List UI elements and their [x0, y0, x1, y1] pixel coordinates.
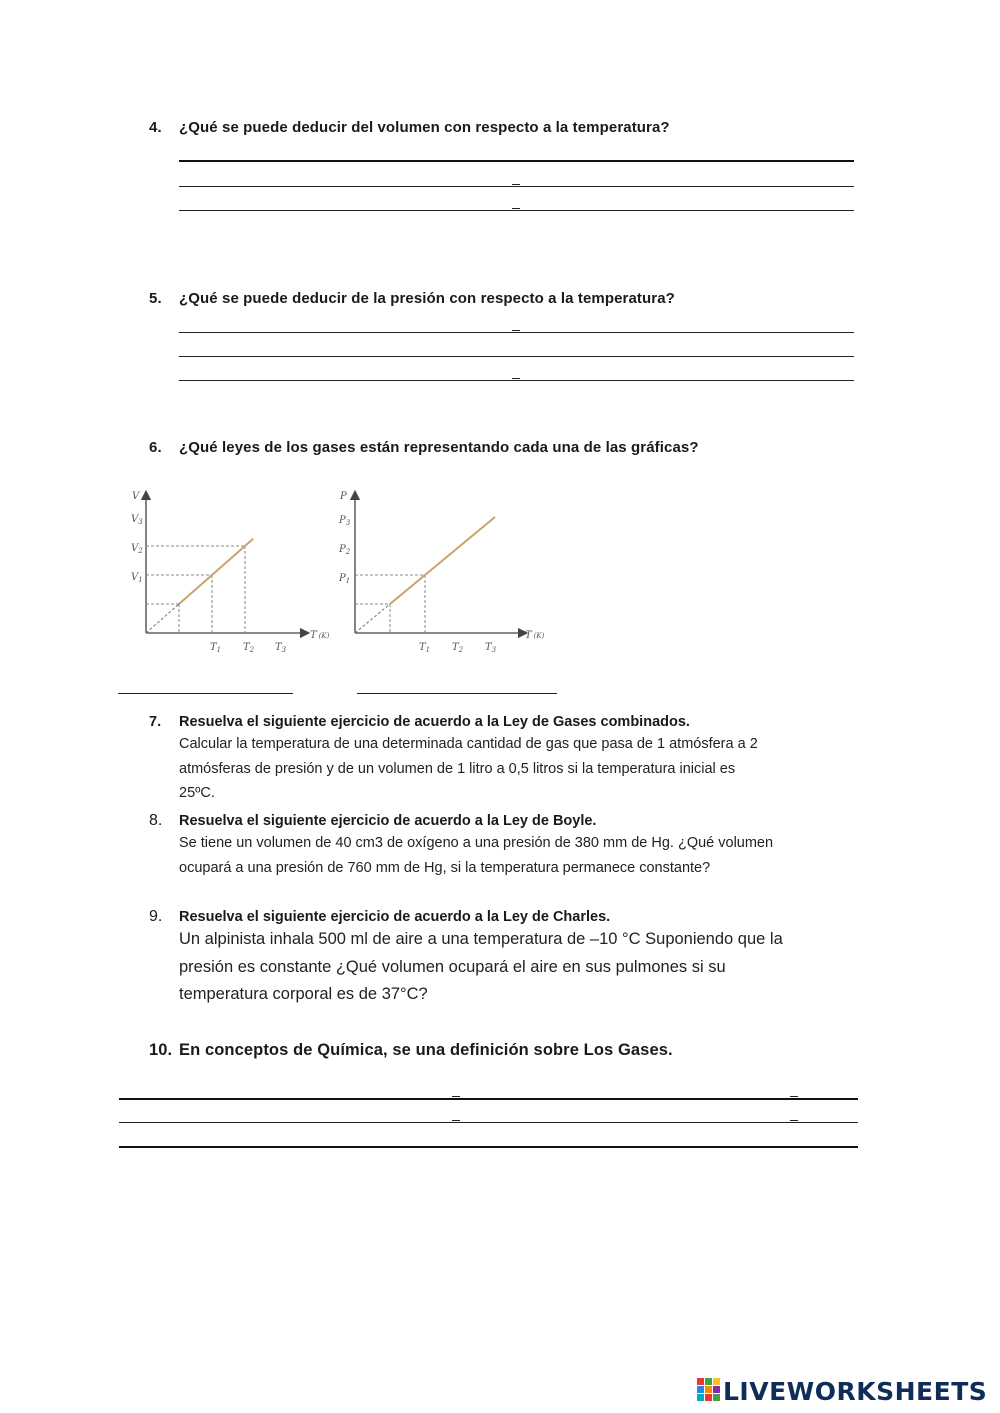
line-tick [512, 184, 520, 185]
y-tick-p2-sub: 2 [345, 548, 351, 556]
data-line [390, 517, 495, 604]
svg-text:T2 [452, 642, 464, 654]
answer-line-chart-1[interactable] [118, 693, 293, 694]
x-tick-t3: T [485, 642, 492, 653]
answer-line-4-3[interactable] [179, 210, 854, 211]
question-8-line-1: Se tiene un volumen de 40 cm3 de oxígeno a una presión de 380 mm de Hg. ¿Qué volumen [179, 835, 774, 851]
y-tick-p3-sub: 3 [345, 519, 351, 527]
svg-text:T3 [275, 642, 287, 654]
question-10-text: En conceptos de Química, se una definición sobre Los Gases. [179, 1041, 673, 1059]
question-4-number: 4. [149, 119, 162, 136]
question-9-line-3: temperatura corporal es de 37°C? [179, 985, 428, 1003]
x-axis-label: T [310, 630, 317, 641]
svg-text:V3 [131, 514, 143, 526]
question-9 [149, 908, 869, 1009]
line-tick [790, 1096, 798, 1097]
logo-blocks-icon [697, 1378, 721, 1406]
y-tick-v1: V [131, 572, 139, 583]
svg-text:V1 [131, 572, 143, 584]
answer-line-10-1[interactable] [119, 1098, 858, 1100]
question-5-number: 5. [149, 290, 162, 307]
svg-text:T(K) [525, 630, 545, 641]
question-5 [149, 290, 675, 307]
x-tick-t3: T [275, 642, 282, 653]
question-5-text: ¿Qué se puede deducir de la presión con respecto a la temperatura? [179, 290, 675, 307]
question-10-number: 10. [149, 1041, 173, 1059]
y-tick-v2: V [131, 543, 139, 554]
question-7-line-2: atmósferas de presión y de un volumen de 1 litro a 0,5 litros si la temperatura inicial es [179, 760, 736, 777]
y-tick-p2: P [339, 544, 346, 555]
line-tick [790, 1120, 798, 1121]
svg-text:V2 [131, 543, 143, 555]
answer-line-4-1[interactable] [179, 160, 854, 162]
x-axis-unit: (K) [318, 632, 330, 640]
series-line [146, 539, 253, 633]
x-tick-t2-sub: 2 [249, 646, 255, 654]
question-6 [149, 439, 699, 456]
y-tick-p3: P [339, 515, 346, 526]
extrapolation-line [146, 604, 179, 633]
answer-line-10-3[interactable] [119, 1146, 858, 1148]
x-tick-t3-sub: 3 [491, 646, 497, 654]
x-tick-t1: T [210, 642, 217, 653]
question-9-line-1: Un alpinista inhala 500 ml de aire a una temperatura de –10 °C Suponiendo que la [179, 930, 783, 948]
y-tick-v2-sub: 2 [138, 547, 143, 555]
question-7-line-3: 25ºC. [179, 785, 215, 801]
svg-text:T(K) [310, 630, 330, 641]
question-7-title: Resuelva el siguiente ejercicio de acuerdo a la Ley de Gases combinados. [179, 714, 690, 730]
line-tick [512, 208, 520, 209]
x-tick-t2-sub: 2 [458, 646, 464, 654]
x-axis-label: T [525, 630, 532, 641]
svg-text:T1 [419, 642, 430, 654]
answer-line-5-3[interactable] [179, 380, 854, 381]
svg-text:P3 [338, 515, 351, 527]
y-tick-v3: V [131, 514, 139, 525]
liveworksheets-logo [697, 1377, 987, 1406]
question-4-text: ¿Qué se puede deducir del volumen con respecto a la temperatura? [179, 119, 670, 136]
question-7 [149, 714, 869, 806]
y-axis-label: V [132, 491, 140, 502]
chart-pressure-temperature [335, 485, 550, 660]
x-tick-t1-sub: 1 [425, 646, 431, 654]
svg-text:P1 [338, 573, 350, 585]
y-tick-p1: P [339, 573, 346, 584]
line-tick [512, 378, 520, 379]
answer-line-10-2[interactable] [119, 1122, 858, 1123]
answer-line-4-2[interactable] [179, 186, 854, 187]
logo-text: LIVEWORKSHEETS [723, 1377, 988, 1406]
question-7-line-1: Calcular la temperatura de una determinada cantidad de gas que pasa de 1 atmósfera a 2 [179, 736, 758, 752]
line-tick [452, 1096, 460, 1097]
svg-text:T3 [485, 642, 497, 654]
extrapolation-line [355, 604, 390, 633]
y-tick-p1-sub: 1 [345, 577, 351, 585]
line-tick [512, 330, 520, 331]
question-8-number: 8. [149, 812, 163, 829]
chart-volume-temperature [125, 485, 335, 660]
question-8-line-2: ocupará a una presión de 760 mm de Hg, si la temperatura permanece constante? [179, 859, 711, 876]
line-tick [452, 1120, 460, 1121]
x-tick-t1-sub: 1 [216, 646, 222, 654]
question-6-text: ¿Qué leyes de los gases están representando cada una de las gráficas? [179, 439, 699, 456]
question-8-title: Resuelva el siguiente ejercicio de acuerdo a la Ley de Boyle. [179, 813, 597, 829]
x-axis-unit: (K) [533, 632, 545, 640]
question-9-title: Resuelva el siguiente ejercicio de acuerdo a la Ley de Charles. [179, 909, 611, 925]
question-8 [149, 812, 869, 880]
question-9-line-2: presión es constante ¿Qué volumen ocupará el aire en sus pulmones si su [179, 957, 726, 976]
question-4 [149, 119, 670, 136]
y-axis-label: P [340, 491, 347, 502]
x-tick-t2: T [452, 642, 459, 653]
data-line [179, 539, 253, 604]
question-9-number: 9. [149, 908, 163, 925]
question-6-number: 6. [149, 439, 162, 456]
svg-text:P2 [338, 544, 351, 556]
question-7-number: 7. [149, 714, 162, 730]
y-tick-v1-sub: 1 [138, 576, 143, 584]
answer-line-5-1[interactable] [179, 332, 854, 333]
svg-text:T2 [243, 642, 255, 654]
x-tick-t1: T [419, 642, 426, 653]
x-tick-t3-sub: 3 [281, 646, 287, 654]
x-tick-t2: T [243, 642, 250, 653]
answer-line-chart-2[interactable] [357, 693, 557, 694]
question-10 [149, 1041, 673, 1060]
svg-text:T1 [210, 642, 221, 654]
answer-line-5-2[interactable] [179, 356, 854, 357]
y-tick-v3-sub: 3 [138, 518, 143, 526]
